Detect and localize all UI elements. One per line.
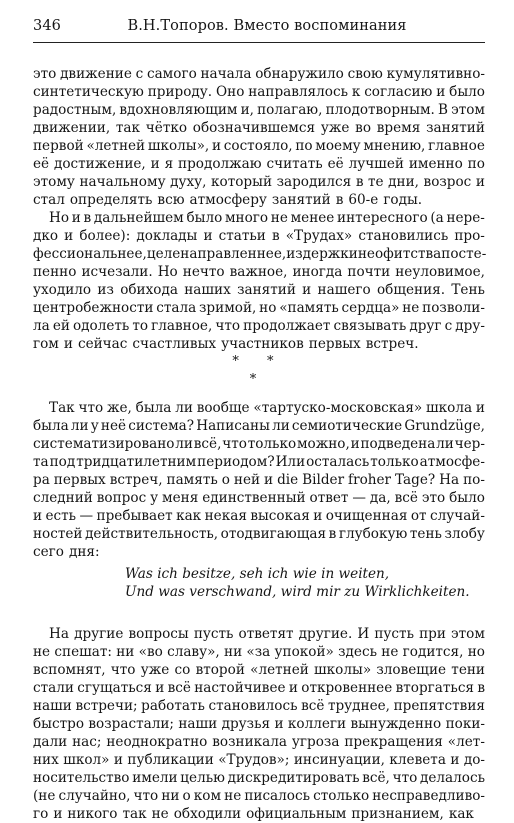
- paragraph-3: [33, 399, 485, 561]
- page-number: 346: [33, 18, 61, 34]
- paragraph-4: [33, 625, 485, 823]
- text-line: них школ» и публикации «Трудов»; инсинуации, клевета и до-: [33, 752, 485, 768]
- text-line: го и никого так не обходили официальным признанием, как: [33, 806, 474, 822]
- text-line: уходило из обихода наших занятий и нашего общения. Тень: [33, 282, 485, 298]
- text-line: ра первых встреч, память о ней и die Bilder froher Tage? На по-: [33, 472, 485, 488]
- text-line: вспомнят, что уже со второй «летней школы» зловещие тени: [33, 662, 485, 678]
- text-line: была ли у неё система? Написаны ли семиотические Grundzüge,: [33, 418, 485, 434]
- text-line: ностей действительность, отодвигающая в глубокую тень злобу: [33, 526, 485, 542]
- text-line: синтетическую природу. Оно направлялось к согласию и было: [33, 84, 485, 100]
- quotation-line-2: Und was verschwand, wird mir zu Wirklichkeiten.: [125, 584, 470, 600]
- text-line: На другие вопросы пусть ответят другие. И пусть при этом: [49, 626, 485, 642]
- text-line: первой «летней школы», и состояло, по моему мнению, главное: [33, 138, 485, 154]
- text-line: и есть — пребывает как некая высокая и очищенная от случай-: [33, 508, 485, 524]
- text-line: дко и более): доклады и статьи в «Трудах» становились про-: [33, 228, 485, 244]
- text-line: это движение с самого начала обнаружило свою кумулятивно-: [33, 66, 485, 82]
- section-separator-stars-bottom: *: [249, 372, 269, 387]
- text-line: пенно исчезали. Но нечто важное, иногда почти неуловимое,: [33, 264, 485, 280]
- text-line: движении, так чётко обозначившемся уже во время занятий: [33, 120, 485, 136]
- text-line: быстро возрастали; наши друзья и коллеги вынужденно поки-: [33, 716, 485, 732]
- text-line: Так что же, была ли вообще «тартуско-московская» школа и: [49, 400, 485, 416]
- section-separator-stars-top: * *: [232, 354, 286, 369]
- text-line: Но и в дальнейшем было много не менее интересного (а нере-: [49, 210, 485, 226]
- text-line: стали сгущаться и всё настойчивее и откровеннее вторгаться в: [33, 680, 485, 696]
- text-line: этому начальному духу, который зародился в те дни, возрос и: [33, 174, 485, 190]
- text-line: стал определять всю атмосферу занятий в 60-е годы.: [33, 192, 423, 208]
- text-line: систематизировано ли всё, что только можно, и подведена ли чер-: [33, 436, 485, 452]
- text-line: гом и сейчас счастливых участников первых встреч.: [33, 336, 419, 352]
- text-line: следний вопрос у меня единственный ответ — да, всё это было: [33, 490, 485, 506]
- text-line: сего дня:: [33, 544, 100, 560]
- text-line: центробежности стала зримой, но «память сердца» не позволи-: [33, 300, 485, 316]
- paragraph-1: [33, 65, 485, 209]
- text-line: не спешат: ни «во славу», ни «за упокой» здесь не годится, но: [33, 644, 485, 660]
- text-line: радостным, вдохновляющим и, полагаю, плодотворным. В этом: [33, 102, 485, 118]
- book-page: [33, 18, 485, 823]
- text-line: (не случайно, что ни о ком не писалось столько несправедливо-: [33, 788, 485, 804]
- running-header: [33, 18, 485, 43]
- german-quotation: [33, 565, 485, 601]
- body-text: [33, 65, 485, 823]
- text-line: ла ей одолеть то главное, что продолжает связывать друг с дру-: [33, 318, 485, 334]
- text-line: наши встречи; работать становилось всё труднее, препятствия: [33, 698, 485, 714]
- quotation-line-1: Was ich besitze, seh ich wie in weiten,: [125, 566, 390, 582]
- running-title: В.Н.Топоров. Вместо воспоминания: [127, 18, 407, 34]
- text-line: её достижение, и я продолжаю считать её лучшей именно по: [33, 156, 485, 172]
- text-line: дали нас; неоднократно возникала угроза прекращения «лет-: [33, 734, 485, 750]
- text-line: фессиональнее, целенаправленнее, издержки неофитства посте-: [33, 246, 487, 262]
- text-line: носительство имели целью дискредитировать всё, что делалось: [33, 770, 485, 786]
- paragraph-2: [33, 209, 485, 353]
- text-line: та под тридцатилетним периодом? Или осталась только атмосфе-: [33, 454, 485, 470]
